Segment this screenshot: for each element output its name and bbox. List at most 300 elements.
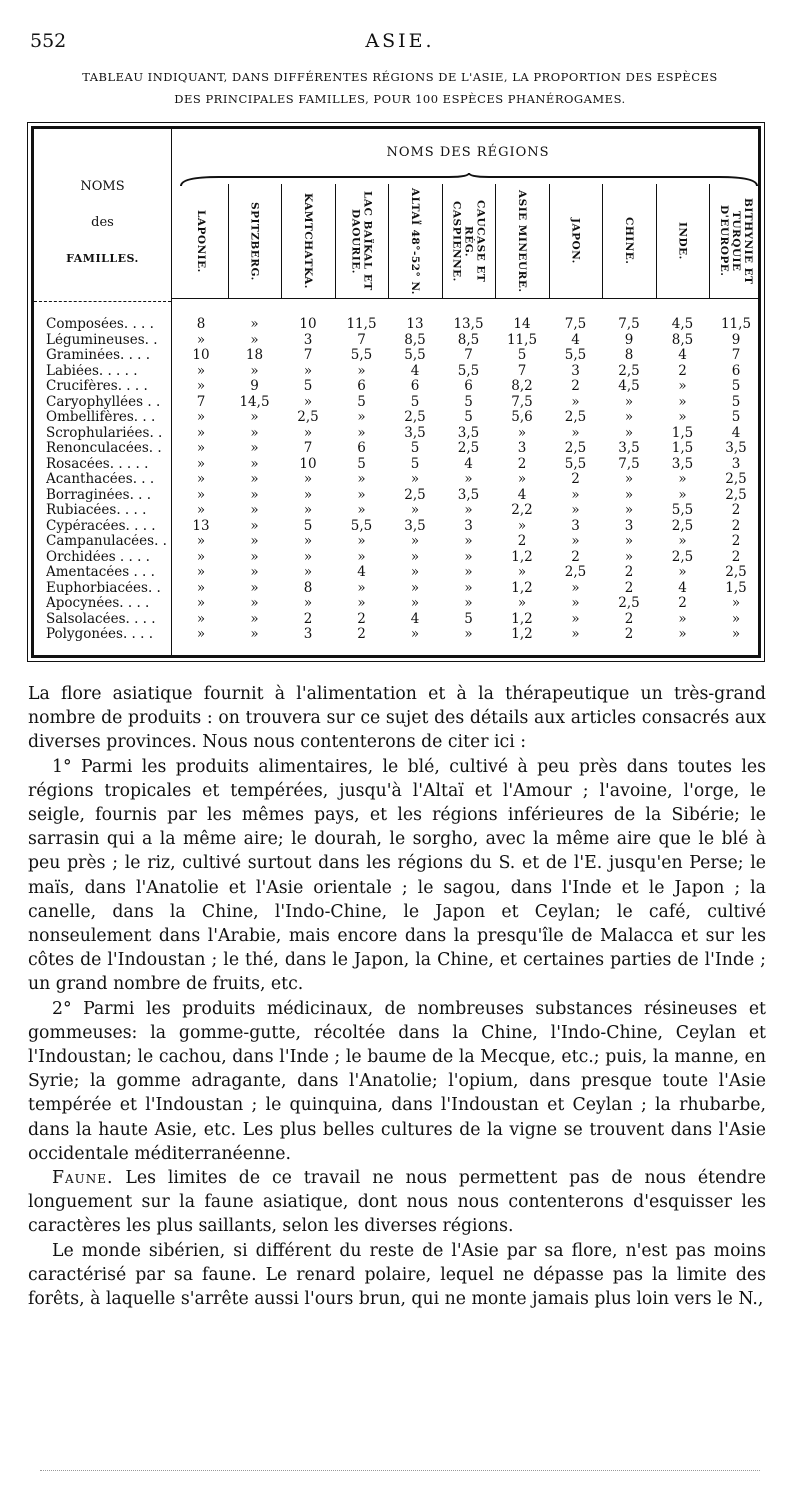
table-cell: » xyxy=(410,564,420,580)
column-divider xyxy=(388,184,389,298)
table-cell: 7 xyxy=(196,393,206,410)
table-cell: » xyxy=(678,564,687,580)
table-cell: 11,5 xyxy=(506,331,538,348)
family-name: Caryophyllées . . xyxy=(46,394,161,410)
column-divider xyxy=(281,184,282,298)
table-cell: 4 xyxy=(464,455,473,472)
family-name: Polygonées. . . . xyxy=(46,627,154,642)
running-title: ASIE. xyxy=(365,30,435,52)
table-cell: 2,5 xyxy=(404,486,426,503)
table-cell: 6 xyxy=(464,378,473,394)
table-cell: » xyxy=(624,486,634,503)
table-cell: 5,5 xyxy=(457,362,480,379)
table-row xyxy=(34,457,758,473)
table-cell: 2,5 xyxy=(671,548,694,565)
table-cell: » xyxy=(357,409,366,425)
table-cell: 5 xyxy=(357,455,366,472)
table-cell: 2 xyxy=(624,564,634,580)
paragraph-food-products: 1° Parmi les produits alimentaires, le blé, cultivé à peu près dans toutes les régions tropicales et tempérées, jusqu'à l'Altaï et l'Amour ; l'avoine, l'orge, le seigle, fournis par les mêmes pays, et les régions inférieures de la Sibérie; le sarrasin qui a la même aire; le dourah, le sorgho, avec la même aire que le blé à peu près ; le riz, cultivé surtout dans les régions du S. et de l'E. jusqu'en Perse; le maïs, dans l'Anatolie et l'Asie orientale ; le sagou, dans l'Inde et le Japon ; la canelle, dans la Chine, l'Indo-Chine, le Japon et Ceylan; le café, cultivé nonseulement dans l'Arabie, mais encore dans la presqu'île de Malacca et sur les côtes de l'Indoustan ; le thé, dans le Japon, la Chine, et certaines parties de l'Inde ; un grand nombre de fruits, etc. xyxy=(28,756,766,995)
column-header xyxy=(388,184,442,298)
table-cell: » xyxy=(303,486,313,503)
table-cell: » xyxy=(196,331,206,348)
table-cell: » xyxy=(250,610,259,627)
column-divider xyxy=(709,184,710,298)
caption-line-1: TABLEAU INDIQUANT, DANS DIFFÉRENTES RÉGIONS DE L'ASIE, LA PROPORTION DES ESPÈCES xyxy=(82,70,718,84)
table-cell: » xyxy=(464,579,473,596)
table-cell: » xyxy=(624,424,634,441)
table-cell: » xyxy=(624,502,634,518)
table-cell: 11,5 xyxy=(720,316,752,332)
names-header-line-2: des xyxy=(91,215,114,230)
table-cell: 8,5 xyxy=(671,331,694,348)
names-header-line-1: NOMS xyxy=(80,179,125,194)
table-cell: 7,5 xyxy=(618,316,640,332)
column-header-label: ASIE MINEURE. xyxy=(515,189,528,293)
table-cell: 2 xyxy=(678,595,687,611)
table-cell: » xyxy=(196,440,206,456)
table-cell: » xyxy=(357,533,366,549)
table-cell: 5,5 xyxy=(564,455,587,472)
table-cell: 5 xyxy=(357,393,366,410)
table-row xyxy=(34,596,758,612)
table-cell: 3 xyxy=(571,362,580,379)
table-cell: 3,5 xyxy=(404,517,426,534)
table-cell: 13,5 xyxy=(453,316,484,332)
table-cell: 2 xyxy=(731,533,741,549)
table-cell: » xyxy=(571,610,580,627)
table-cell: » xyxy=(357,362,366,379)
table-cell: 5 xyxy=(517,347,527,363)
table-cell: 7 xyxy=(731,347,741,363)
table-cell: » xyxy=(196,610,206,627)
table-cell: » xyxy=(678,610,687,627)
paragraph-medicinal-products: 2° Parmi les produits médicinaux, de nombreuses substances résineuses et gommeuses: la gomme-gutte, récoltée dans la Chine, l'Indo-Chine, Ceylan et l'Indoustan; le cachou, dans l'Inde ; le baume de la Mecque, etc.; puis, la manne, en Syrie; la gomme adragante, dans l'Anatolie; l'opium, dans presque toute l'Asie tempérée et l'Indoustan ; le quinquina, dans l'Indoustan et Ceylan ; la rhubarbe, dans la haute Asie, etc. Les plus belles cultures de la vigne se trouvent dans l'Asie occidentale méditerranéenne. xyxy=(28,998,766,1164)
table-cell: » xyxy=(731,610,741,627)
table-cell: » xyxy=(196,579,206,596)
table-cell: » xyxy=(357,424,366,441)
names-column-header xyxy=(34,169,171,277)
table-cell: 2 xyxy=(731,517,741,534)
names-column-divider xyxy=(171,129,172,655)
table-cell: » xyxy=(250,579,259,596)
table-cell: 5 xyxy=(410,440,420,456)
table-cell: » xyxy=(624,409,634,425)
table-body xyxy=(34,317,758,643)
table-row xyxy=(34,612,758,628)
column-header-label: CAUCASE ET RÉG. CASPIENNE. xyxy=(450,199,487,283)
table-cell: 14 xyxy=(513,316,531,332)
table-cell: » xyxy=(357,502,366,518)
table-cell: » xyxy=(250,471,259,487)
table-cell: 11,5 xyxy=(346,316,377,332)
table-cell: 4 xyxy=(410,362,420,379)
family-name: Borraginées. . . xyxy=(46,487,152,503)
names-header-line-3: FAMILLES. xyxy=(66,252,139,265)
table-cell: » xyxy=(464,595,473,611)
table-cell: 4 xyxy=(731,424,741,441)
table-cell: » xyxy=(303,471,313,487)
column-header xyxy=(549,184,603,298)
table-cell: 1,5 xyxy=(671,440,694,456)
table-cell: » xyxy=(357,486,366,503)
table-cell: 3 xyxy=(731,455,741,472)
table-cell: 8,2 xyxy=(511,378,533,394)
table-row xyxy=(34,317,758,333)
table-cell: » xyxy=(250,316,259,332)
table-row xyxy=(34,410,758,426)
species-proportion-table xyxy=(31,126,761,658)
table-cell: » xyxy=(303,564,313,580)
table-cell: 5,5 xyxy=(564,347,587,363)
table-cell: 5 xyxy=(464,393,473,410)
table-cell: 5 xyxy=(303,517,313,534)
table-cell: » xyxy=(196,424,206,441)
table-cell: » xyxy=(196,564,206,580)
table-cell: 5,5 xyxy=(671,502,694,518)
header-rule xyxy=(171,298,759,299)
table-cell: 8 xyxy=(303,579,313,596)
table-row xyxy=(34,519,758,535)
table-cell: » xyxy=(250,486,259,503)
table-cell: 1,5 xyxy=(725,579,747,596)
column-header-label: ALTAÏ 48°-52° N. xyxy=(408,187,421,295)
table-cell: 5 xyxy=(464,610,473,627)
family-name: Euphorbiacées. . xyxy=(46,580,161,596)
table-cell: 3,5 xyxy=(457,424,480,441)
table-row xyxy=(34,379,758,395)
table-cell: » xyxy=(624,548,634,565)
table-cell: 3,5 xyxy=(404,424,426,441)
table-cell: » xyxy=(410,548,420,565)
table-cell: » xyxy=(303,533,313,549)
table-cell: 6 xyxy=(357,378,366,394)
family-name: Labiées. . . . . xyxy=(46,363,138,379)
table-cell: 5 xyxy=(303,378,313,394)
table-cell: » xyxy=(196,626,206,642)
column-header xyxy=(281,184,335,298)
table-cell: » xyxy=(196,471,206,487)
table-cell: 1,2 xyxy=(511,610,533,627)
table-cell: 2 xyxy=(303,610,313,627)
table-cell: 2 xyxy=(624,610,634,627)
table-cell: » xyxy=(571,502,580,518)
table-cell: 5,5 xyxy=(404,347,426,363)
family-name: Rubiacées. . . . xyxy=(46,503,147,518)
table-cell: 2,5 xyxy=(725,486,747,503)
table-cell: » xyxy=(678,626,687,642)
table-cell: 3 xyxy=(624,517,634,534)
table-cell: » xyxy=(517,517,527,534)
family-name: Cypéracées. . . . xyxy=(46,518,156,534)
table-cell: 2 xyxy=(517,455,527,472)
table-cell: » xyxy=(571,626,580,642)
table-cell: 9 xyxy=(624,331,634,348)
table-cell: » xyxy=(250,455,259,472)
table-cell: 14,5 xyxy=(239,393,270,410)
table-cell: 3 xyxy=(517,440,527,456)
table-cell: 2,5 xyxy=(564,440,587,456)
table-cell: 2,5 xyxy=(564,564,587,580)
table-cell: 2,5 xyxy=(618,595,640,611)
table-row xyxy=(34,627,758,643)
table-cell: » xyxy=(517,424,527,441)
table-cell: 3 xyxy=(464,517,473,534)
table-cell: 4 xyxy=(571,331,580,348)
table-cell: » xyxy=(196,378,206,394)
table-row xyxy=(34,364,758,380)
table-cell: 4 xyxy=(357,564,366,580)
paragraph-fauna xyxy=(28,1166,766,1239)
column-divider xyxy=(495,184,496,298)
table-cell: 8,5 xyxy=(404,331,426,348)
family-name: Rosacées. . . . . xyxy=(46,456,149,472)
table-cell: 3,5 xyxy=(671,455,694,472)
column-header xyxy=(495,184,549,298)
table-cell: 5,5 xyxy=(350,517,373,534)
family-name: Amentacées . . . xyxy=(46,565,155,580)
column-header-label: KAMTCHATKA. xyxy=(301,193,314,289)
table-cell: » xyxy=(196,409,206,425)
table-cell: » xyxy=(410,579,420,596)
table-cell: » xyxy=(731,626,741,642)
table-cell: » xyxy=(250,502,259,518)
table-cell: 2,5 xyxy=(297,409,319,425)
table-cell: » xyxy=(464,471,473,487)
family-name: Graminées. . . . xyxy=(46,348,151,363)
table-cell: 2 xyxy=(731,502,741,518)
table-row xyxy=(34,441,758,457)
table-cell: » xyxy=(357,548,366,565)
table-row xyxy=(34,333,758,349)
table-cell: 8 xyxy=(624,347,634,363)
table-cell: 5 xyxy=(464,409,473,425)
table-cell: » xyxy=(464,564,473,580)
table-cell: 3,5 xyxy=(618,440,640,456)
table-cell: 4,5 xyxy=(618,378,640,394)
table-cell: 2 xyxy=(571,471,580,487)
table-cell: 7 xyxy=(517,362,527,379)
table-cell: » xyxy=(250,424,259,441)
table-cell: » xyxy=(517,595,527,611)
table-row xyxy=(34,503,758,519)
table-cell: » xyxy=(196,486,206,503)
column-header xyxy=(442,184,496,298)
table-cell: » xyxy=(250,362,259,379)
table-cell: 8 xyxy=(196,316,206,332)
table-row xyxy=(34,426,758,442)
regions-brace xyxy=(179,173,759,187)
family-name: Composées. . . . xyxy=(46,317,154,332)
table-cell: 10 xyxy=(299,455,317,472)
table-cell: » xyxy=(571,393,580,410)
table-cell: » xyxy=(250,548,259,565)
table-cell: 2 xyxy=(624,626,634,642)
table-cell: 2,5 xyxy=(457,440,480,456)
table-row xyxy=(34,550,758,566)
table-cell: 5 xyxy=(731,393,741,410)
table-cell: » xyxy=(410,533,420,549)
table-cell: » xyxy=(410,471,420,487)
regions-header: NOMS DES RÉGIONS xyxy=(386,145,550,160)
table-cell: » xyxy=(196,502,206,518)
table-cell: » xyxy=(517,471,527,487)
table-cell: 5,5 xyxy=(350,347,373,363)
table-cell: » xyxy=(410,502,420,518)
table-cell: 13 xyxy=(406,316,424,332)
table-cell: » xyxy=(678,378,687,394)
table-cell: » xyxy=(464,533,473,549)
table-cell: » xyxy=(678,393,687,410)
table-cell: » xyxy=(196,595,206,611)
table-cell: 4 xyxy=(410,610,420,627)
table-cell: 2 xyxy=(678,362,687,379)
column-divider xyxy=(602,184,603,298)
table-cell: 3 xyxy=(571,517,580,534)
paragraph-flora: La flore asiatique fournit à l'alimentation et à la thérapeutique un très-grand nombre de produits : on trouvera sur ce sujet des détails aux articles consacrés aux diverses provinces. Nous nous contenterons de citer ici : xyxy=(28,684,766,753)
table-cell: 6 xyxy=(731,362,741,379)
table-row xyxy=(34,395,758,411)
table-cell: 13 xyxy=(192,517,210,534)
table-cell: 3 xyxy=(303,626,313,642)
table-cell: 8,5 xyxy=(457,331,480,348)
table-cell: » xyxy=(357,579,366,596)
table-cell: » xyxy=(250,409,259,425)
table-cell: 2,2 xyxy=(511,502,533,518)
column-header-label: JAPON. xyxy=(569,218,582,264)
table-cell: » xyxy=(196,455,206,472)
table-cell: 2,5 xyxy=(671,517,694,534)
table-cell: 4 xyxy=(678,347,687,363)
table-cell: 5 xyxy=(731,378,741,394)
column-header xyxy=(709,184,763,298)
caption-line-2: DES PRINCIPALES FAMILLES, POUR 100 ESPÈCES PHANÉROGAMES. xyxy=(174,92,626,106)
family-name: Campanulacées. . xyxy=(46,534,167,549)
table-cell: » xyxy=(303,393,313,410)
table-row xyxy=(34,488,758,504)
body-text xyxy=(28,682,766,1311)
table-cell: 2,5 xyxy=(564,409,587,425)
table-cell: » xyxy=(678,533,687,549)
family-name: Crucifères. . . . xyxy=(46,379,148,394)
table-cell: 3,5 xyxy=(725,440,747,456)
table-cell: » xyxy=(571,579,580,596)
column-header-label: CHINE. xyxy=(622,217,635,265)
table-cell: 7,5 xyxy=(618,455,640,472)
table-cell: » xyxy=(571,595,580,611)
table-cell: » xyxy=(678,409,687,425)
table-cell: » xyxy=(303,548,313,565)
table-cell: 2,5 xyxy=(618,362,640,379)
paragraph-siberian-world: Le monde sibérien, si différent du reste de l'Asie par sa flore, n'est pas moins caractérisé par sa faune. Le renard polaire, lequel ne dépasse pas la limite des forêts, à laquelle s'arrête aussi l'ours brun, qui ne monte jamais plus loin vers le N., xyxy=(28,1240,766,1310)
table-row xyxy=(34,581,758,597)
column-header-label: LAC BAÏKAL ET DAOURIE. xyxy=(349,191,374,291)
table-cell: 2,5 xyxy=(404,409,426,425)
table-cell: » xyxy=(303,424,313,441)
table-cell: 9 xyxy=(731,331,741,348)
footer-rule xyxy=(40,1470,760,1472)
table-cell: » xyxy=(464,626,473,642)
family-name: Orchidées . . . . xyxy=(46,549,150,565)
column-header-label: LAPONIE. xyxy=(194,209,207,273)
table-cell: » xyxy=(678,486,687,503)
column-header-label: BITHYNIE ET TURQUIE D'EUROPE. xyxy=(717,197,754,285)
table-cell: 2 xyxy=(624,579,634,596)
column-header-label: INDE. xyxy=(676,222,689,260)
table-cell: » xyxy=(571,424,580,441)
table-cell: » xyxy=(410,626,420,642)
table-cell: 4,5 xyxy=(671,316,694,332)
table-cell: » xyxy=(303,595,313,611)
table-cell: 1,2 xyxy=(511,548,533,565)
table-cell: 1,5 xyxy=(671,424,694,441)
page-number: 552 xyxy=(30,30,67,52)
table-row xyxy=(34,534,758,550)
table-cell: » xyxy=(464,502,473,518)
fauna-text: Les limites de ce travail ne nous permettent pas de nous étendre longuement sur la faune asiatique, dont nous nous contenterons d'esquisser les caractères les plus saillants, selon les diverses régions. xyxy=(28,1168,766,1237)
table-cell: 5 xyxy=(410,455,420,472)
table-cell: » xyxy=(517,564,527,580)
column-divider xyxy=(549,184,550,298)
table-cell: » xyxy=(357,471,366,487)
table-cell: 2,5 xyxy=(725,564,747,580)
names-header-rule xyxy=(34,301,171,303)
table-cell: 1,2 xyxy=(511,626,533,642)
table-cell: 7 xyxy=(303,440,313,456)
table-cell: 18 xyxy=(245,347,264,363)
table-cell: » xyxy=(250,595,259,611)
table-cell: 9 xyxy=(250,378,259,394)
column-divider xyxy=(442,184,443,298)
family-name: Salsolacées. . . . xyxy=(46,611,156,627)
table-cell: 2,5 xyxy=(725,471,747,487)
table-row xyxy=(34,565,758,581)
column-divider xyxy=(228,184,229,298)
table-cell: 2 xyxy=(571,378,580,394)
family-name: Renonculacées. . xyxy=(46,441,162,456)
table-cell: 4 xyxy=(517,486,527,503)
table-cell: » xyxy=(250,331,259,348)
column-header-label: SPITZBERG. xyxy=(248,201,261,281)
table-cell: 7,5 xyxy=(511,393,533,410)
table-cell: » xyxy=(250,517,259,534)
table-cell: » xyxy=(250,440,259,456)
table-cell: 7,5 xyxy=(564,316,587,332)
table-cell: 6 xyxy=(410,378,420,394)
table-cell: 2 xyxy=(731,548,741,565)
table-cell: » xyxy=(357,595,366,611)
table-cell: » xyxy=(196,548,206,565)
table-cell: » xyxy=(303,502,313,518)
table-cell: » xyxy=(571,533,580,549)
table-cell: 7 xyxy=(464,347,473,363)
table-cell: 1,2 xyxy=(511,579,533,596)
table-row xyxy=(34,472,758,488)
table-cell: » xyxy=(196,362,206,379)
table-cell: 5,6 xyxy=(511,409,533,425)
table-cell: » xyxy=(571,486,580,503)
table-cell: » xyxy=(410,595,420,611)
table-cell: 4 xyxy=(678,579,687,596)
family-name: Ombellifères. . . xyxy=(46,410,156,425)
column-header xyxy=(656,184,710,298)
table-cell: » xyxy=(624,393,634,410)
table-cell: » xyxy=(678,471,687,487)
table-cell: » xyxy=(196,533,206,549)
table-cell: 5 xyxy=(410,393,420,410)
table-cell: » xyxy=(624,533,634,549)
table-cell: 6 xyxy=(357,440,366,456)
column-header xyxy=(602,184,656,298)
